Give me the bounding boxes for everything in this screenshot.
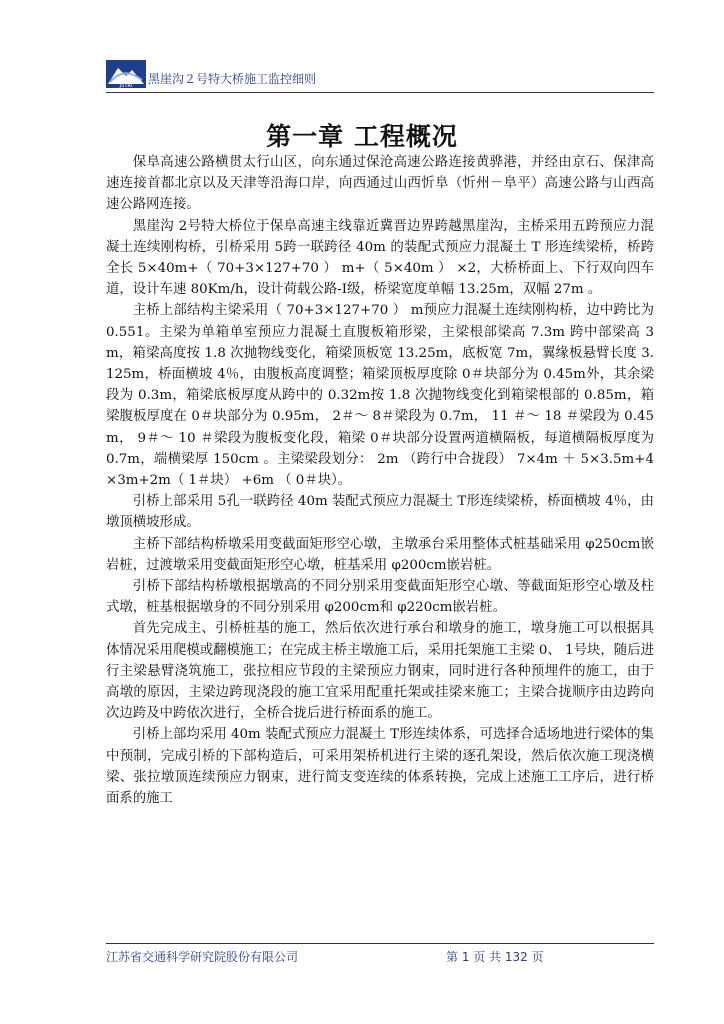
company-logo [106,60,146,88]
header-title: 黑崖沟２号特大桥施工监控细则 [148,72,317,86]
paragraph-overview: 保阜高速公路横贯太行山区，向东通过保沧高速公路连接黄骅港，并经由京石、保津高速连接首都北京以及天津等沿海口岸，向西通过山西忻阜（忻州－阜平）高速公路与山西高速公路网连接。 [106,155,654,213]
paragraph-bridge-location: 黑崖沟 2号特大桥位于保阜高速主线靠近冀晋边界跨越黑崖沟，主桥采用五跨预应力混凝土连续刚构桥，引桥采用 5跨一联跨径 40m 的装配式预应力混凝土 T 形连续梁桥，桥跨全长 5×40m+（ 70+3×127+70 ） m+（ 5×40m ） ×2，大桥桥面上、下行双向四车道，设计车速 80Km/h，设计荷载公路-I级，桥梁宽度单幅 13.25m，双幅 27m 。 [106,218,654,298]
chapter-title: 第一章 工程概况 [266,122,458,151]
paragraph-approach-construction: 引桥上部均采用 40m 装配式预应力混凝土 T形连续体系，可选择合适场地进行梁体的集中预制，完成引桥的下部构造后，可采用架桥机进行主梁的逐孔架设，然后依次施工现浇横梁、张拉墩顶连续预应力钢束，进行简支变连续的体系转换，完成上述施工工序后，进行桥面系的施工 [106,727,654,807]
footer-divider [106,943,654,944]
body-text [106,152,654,809]
footer-page-number: 第 1 页 共 132 页 [446,950,544,964]
paragraph-approach-substructure: 引桥下部结构桥墩根据墩高的不同分别采用变截面矩形空心墩、等截面矩形空心墩及柱式墩，桩基根据墩身的不同分别采用 φ200cm和 φ220cm嵌岩桩。 [106,579,654,616]
paragraph-main-substructure: 主桥下部结构桥墩采用变截面矩形空心墩，主墩承台采用整体式桩基础采用 φ250cm嵌岩桩，过渡墩采用变截面矩形空心墩，桩基采用 φ200cm嵌岩桩。 [106,536,654,573]
footer-company: 江苏省交通科学研究院股份有限公司 [106,950,299,964]
paragraph-main-superstructure: 主桥上部结构主梁采用（ 70+3×127+70 ） m预应力混凝土连续刚构桥，边中跨比为 0.551。主梁为单箱单室预应力混凝土直腹板箱形梁，主梁根部梁高 7.3m 跨中部梁高 3m，箱梁高度按 1.8 次抛物线变化，箱梁顶板宽 13.25m，底板宽 7m，翼缘板悬臂长度 3.125m，桥面横坡 4％，由腹板高度调整；箱梁顶板厚度除 0＃块部分为 0.45m外，其余梁段为 0.3m，箱梁底板厚度从跨中的 0.32m按 1.8 次抛物线变化到箱梁根部的 0.85m，箱梁腹板厚度在 0＃块部分为 0.95m， 2＃～ 8＃梁段为 0.7m， 11 ＃～ 18 ＃梁段为 0.45m， 9＃～ 10 ＃梁段为腹板变化段，箱梁 0＃块部分设置两道横隔板，每道横隔板厚度为 0.7m，端横梁厚 150cm 。主梁梁段划分： 2m （跨行中合拢段） 7×4m ＋ 5×3.5m+4×3m+2m（ 1＃块） +6m （ 0＃块）。 [106,303,654,489]
header-divider [106,92,654,93]
logo-text: JSTRI [119,83,133,88]
paragraph-approach-superstructure: 引桥上部采用 5孔一联跨径 40m 装配式预应力混凝土 T形连续梁桥，桥面横坡 4％，由墩顶横坡形成。 [106,494,654,531]
page-header [106,60,654,92]
paragraph-construction-sequence: 首先完成主、引桥桩基的施工，然后依次进行承台和墩身的施工，墩身施工可以根据具体情况采用爬模或翻模施工；在完成主桥主墩施工后，采用托架施工主梁 0、 1号块，随后进行主梁悬臂浇筑施工，张拉相应节段的主梁预应力钢束，同时进行各种预埋件的施工，由于高墩的原因，主梁边跨现浇段的施工宜采用配重托架或挂梁来施工；主梁合拢顺序由边跨向次边跨及中跨依次进行，全桥合拢后进行桥面系的施工。 [106,621,654,722]
